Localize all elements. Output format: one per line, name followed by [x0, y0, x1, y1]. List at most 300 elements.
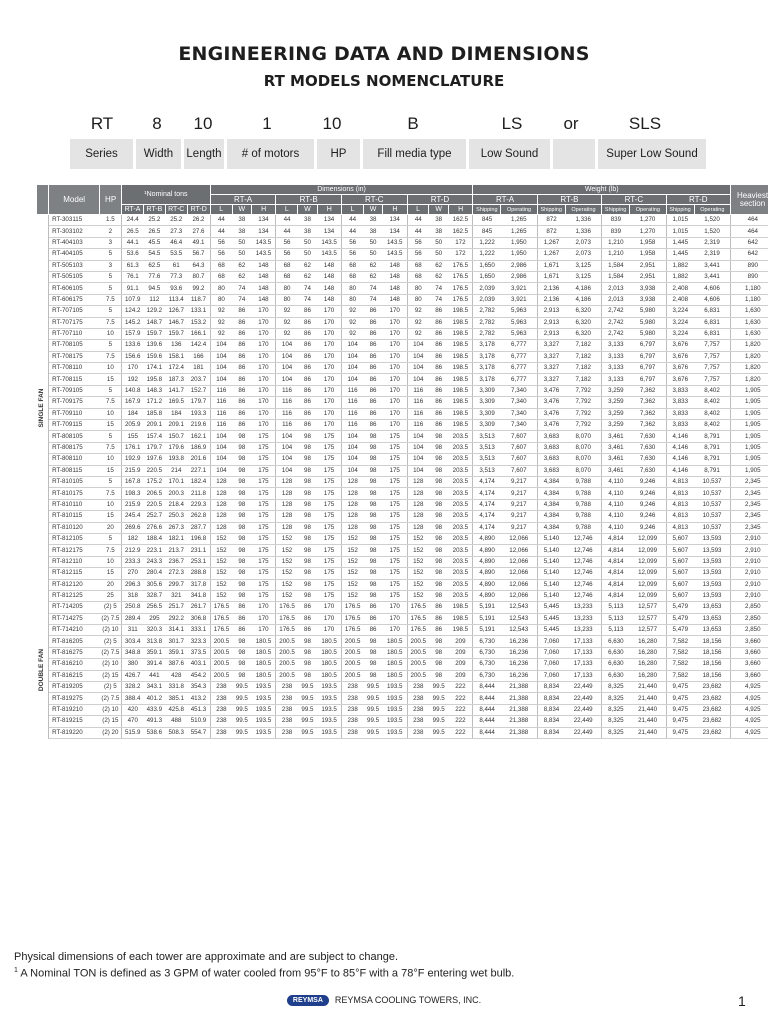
data-cell: 3,938	[630, 294, 666, 305]
data-cell: 175	[383, 545, 407, 556]
model-cell: RT-808115	[49, 465, 100, 476]
data-cell: 104	[341, 442, 363, 453]
model-cell: RT-810110	[49, 499, 100, 510]
data-cell: 354.3	[187, 682, 210, 693]
data-cell: 176.5	[210, 625, 232, 636]
data-cell: (2) 7.5	[100, 613, 122, 624]
data-cell: 170	[317, 374, 341, 385]
model-cell: RT-819210	[49, 704, 100, 715]
data-cell: 209	[448, 670, 472, 681]
data-cell: 86	[429, 363, 448, 374]
data-cell: 193.5	[383, 693, 407, 704]
data-cell: 128	[341, 522, 363, 533]
data-cell: 4,890	[473, 590, 501, 601]
data-cell: 6,777	[501, 363, 537, 374]
data-cell: 1,905	[731, 408, 768, 419]
data-cell: 86	[363, 625, 382, 636]
data-cell: 170	[317, 328, 341, 339]
data-cell: 1,267	[537, 249, 565, 260]
data-cell: 3,327	[537, 363, 565, 374]
data-cell: 25.2	[143, 215, 165, 226]
data-cell: 170	[122, 363, 144, 374]
data-cell: 86	[298, 385, 317, 396]
data-cell: 10	[100, 328, 122, 339]
dim-sub-header: L	[276, 205, 298, 215]
data-cell: 1,630	[731, 306, 768, 317]
data-cell: 44	[210, 215, 232, 226]
data-cell: 175	[317, 476, 341, 487]
data-cell: 86	[429, 385, 448, 396]
data-cell: 380	[122, 659, 144, 670]
data-cell: 38	[429, 226, 448, 237]
data-cell: 170	[252, 374, 276, 385]
data-cell: 6,630	[602, 659, 630, 670]
data-cell: 98	[363, 465, 382, 476]
data-cell: 6,831	[694, 306, 731, 317]
table-row	[37, 693, 768, 704]
data-cell: 68	[407, 260, 429, 271]
data-cell: 170	[317, 351, 341, 362]
data-cell: 15	[100, 568, 122, 579]
data-cell: 1,015	[666, 226, 694, 237]
data-cell: 169.5	[165, 397, 187, 408]
data-cell: 269.6	[122, 522, 144, 533]
data-cell: 238	[407, 693, 429, 704]
data-cell: 86	[298, 340, 317, 351]
data-cell: 3,133	[602, 351, 630, 362]
data-cell: 9,246	[630, 522, 666, 533]
data-cell: 238	[210, 682, 232, 693]
data-cell: 1,180	[731, 294, 768, 305]
data-cell: 134	[383, 215, 407, 226]
data-cell: 104	[341, 363, 363, 374]
data-cell: 845	[473, 226, 501, 237]
data-cell: 128	[341, 476, 363, 487]
data-cell: 86	[232, 613, 251, 624]
table-row	[37, 226, 768, 237]
data-cell: 148.3	[143, 385, 165, 396]
data-cell: 170	[317, 625, 341, 636]
data-cell: 5	[100, 533, 122, 544]
table-row	[37, 579, 768, 590]
data-cell: 2,742	[602, 317, 630, 328]
table-row	[37, 613, 768, 624]
data-cell: 98	[232, 522, 251, 533]
data-cell: 152	[210, 590, 232, 601]
data-cell: 98	[298, 636, 317, 647]
data-cell: 104	[276, 374, 298, 385]
data-cell: 104	[407, 442, 429, 453]
data-cell: 454.2	[187, 670, 210, 681]
data-cell: 152	[276, 590, 298, 601]
data-cell: 98	[232, 647, 251, 658]
data-cell: 98	[298, 659, 317, 670]
data-cell: 98	[429, 670, 448, 681]
data-cell: 104	[276, 363, 298, 374]
data-cell: 98	[429, 568, 448, 579]
data-cell: 143.5	[252, 237, 276, 248]
data-cell: 7,182	[565, 340, 601, 351]
data-cell: 464	[731, 215, 768, 226]
tons-sub-header: RT-D	[187, 205, 210, 215]
data-cell: 99.5	[232, 704, 251, 715]
data-cell: 20	[100, 579, 122, 590]
data-cell: 12,099	[630, 590, 666, 601]
data-cell: 104	[407, 351, 429, 362]
data-cell: 176.5	[448, 271, 472, 282]
data-cell: 152	[407, 556, 429, 567]
data-cell: 80	[210, 294, 232, 305]
data-cell: 98	[232, 431, 251, 442]
data-cell: 193.5	[317, 727, 341, 738]
data-cell: 7,340	[501, 385, 537, 396]
data-cell: 3,461	[602, 465, 630, 476]
data-cell: 5,963	[501, 306, 537, 317]
data-cell: 238	[210, 704, 232, 715]
data-cell: 2,319	[694, 237, 731, 248]
data-cell: 7,607	[501, 442, 537, 453]
data-cell: 218.4	[165, 499, 187, 510]
data-cell: 4,110	[602, 511, 630, 522]
data-cell: 200.5	[407, 647, 429, 658]
data-cell: 98	[429, 659, 448, 670]
data-cell: 213.7	[165, 545, 187, 556]
data-cell: 193.5	[383, 704, 407, 715]
data-cell: 179.7	[143, 442, 165, 453]
data-cell: 44	[276, 226, 298, 237]
data-cell: 176.5	[341, 625, 363, 636]
data-cell: 116	[341, 408, 363, 419]
data-cell: 134	[317, 226, 341, 237]
data-cell: 175	[317, 442, 341, 453]
data-cell: 12,577	[630, 625, 666, 636]
data-cell: 8,070	[565, 454, 601, 465]
data-cell: 4,814	[602, 590, 630, 601]
data-cell: 193.5	[252, 682, 276, 693]
data-cell: 175	[317, 431, 341, 442]
data-cell: 1,882	[666, 271, 694, 282]
data-cell: 10,537	[694, 511, 731, 522]
data-cell: 128	[341, 511, 363, 522]
data-cell: 13,653	[694, 625, 731, 636]
data-cell: (2) 5	[100, 602, 122, 613]
data-cell: 44	[407, 226, 429, 237]
data-cell: 56	[210, 237, 232, 248]
data-cell: 2,910	[731, 545, 768, 556]
data-cell: 1,905	[731, 431, 768, 442]
data-cell: 74	[363, 283, 382, 294]
table-row	[37, 602, 768, 613]
table-row	[37, 704, 768, 715]
data-cell: 45.5	[143, 237, 165, 248]
data-cell: 3,833	[666, 397, 694, 408]
data-cell: 143.5	[317, 237, 341, 248]
dim-sub-header: W	[429, 205, 448, 215]
data-cell: 1,584	[602, 271, 630, 282]
data-cell: 175	[317, 488, 341, 499]
data-cell: 295	[143, 613, 165, 624]
data-cell: 491.3	[143, 716, 165, 727]
data-cell: 203.5	[448, 556, 472, 567]
data-cell: 175	[383, 533, 407, 544]
data-cell: 38	[298, 215, 317, 226]
data-cell: 86	[363, 397, 382, 408]
data-cell: 8,444	[473, 693, 501, 704]
data-cell: 21,440	[630, 682, 666, 693]
data-cell: 56	[407, 237, 429, 248]
data-cell: 186.9	[187, 442, 210, 453]
model-cell: RT-810115	[49, 511, 100, 522]
model-cell: RT-708105	[49, 340, 100, 351]
nomenclature-code: B	[407, 114, 419, 133]
data-cell: 193.5	[252, 716, 276, 727]
data-cell: 292.2	[165, 613, 187, 624]
data-cell: 17,133	[565, 659, 601, 670]
data-cell: 98	[232, 454, 251, 465]
model-cell: RT-816210	[49, 659, 100, 670]
data-cell: 175	[383, 511, 407, 522]
data-cell: 203.5	[448, 431, 472, 442]
data-cell: 98	[298, 431, 317, 442]
data-cell: 5,140	[537, 533, 565, 544]
data-cell: 3,259	[602, 408, 630, 419]
data-cell: 7,340	[501, 397, 537, 408]
data-cell: 175	[317, 454, 341, 465]
data-cell: 162.1	[187, 431, 210, 442]
data-cell: 98	[363, 442, 382, 453]
data-cell: 1,650	[473, 271, 501, 282]
data-cell: 18,156	[694, 647, 731, 658]
data-cell: 2,913	[537, 317, 565, 328]
data-cell: 180.5	[317, 670, 341, 681]
data-cell: 8,325	[602, 716, 630, 727]
data-cell: 104	[407, 454, 429, 465]
data-cell: 872	[537, 226, 565, 237]
weight-group-header: RT-B	[537, 195, 601, 205]
data-cell: 8,791	[694, 454, 731, 465]
data-cell: 74	[429, 294, 448, 305]
data-cell: 175	[383, 579, 407, 590]
data-cell: 92	[210, 317, 232, 328]
data-cell: 238	[341, 693, 363, 704]
data-cell: 170	[317, 363, 341, 374]
data-cell: 86	[298, 602, 317, 613]
data-cell: 3,938	[630, 283, 666, 294]
data-cell: 4,174	[473, 476, 501, 487]
data-cell: 98	[429, 590, 448, 601]
model-cell: RT-714275	[49, 613, 100, 624]
data-cell: 3	[100, 260, 122, 271]
data-cell: 98	[232, 465, 251, 476]
data-cell: 170	[317, 385, 341, 396]
data-cell: 152	[276, 556, 298, 567]
data-cell: 8,444	[473, 716, 501, 727]
data-cell: 180.5	[317, 659, 341, 670]
data-cell: 4,925	[731, 704, 768, 715]
data-cell: 10	[100, 363, 122, 374]
data-cell: 12,099	[630, 545, 666, 556]
data-cell: 305.6	[143, 579, 165, 590]
data-cell: 13,593	[694, 556, 731, 567]
data-cell: 7.5	[100, 317, 122, 328]
data-cell: 2,782	[473, 306, 501, 317]
data-cell: 170	[252, 328, 276, 339]
data-cell: 200.5	[276, 670, 298, 681]
data-cell: 425.8	[165, 704, 187, 715]
data-cell: 176.5	[210, 613, 232, 624]
data-cell: 7,630	[630, 454, 666, 465]
data-cell: 44.1	[122, 237, 144, 248]
data-cell: 3,224	[666, 317, 694, 328]
data-cell: 38	[363, 226, 382, 237]
data-cell: 10	[100, 408, 122, 419]
data-cell: 98	[298, 590, 317, 601]
data-cell: 104	[276, 465, 298, 476]
data-cell: 175	[252, 590, 276, 601]
data-cell: 7,362	[630, 408, 666, 419]
data-cell: 86	[363, 306, 382, 317]
data-cell: 198.5	[448, 306, 472, 317]
nomenclature-codes	[0, 114, 768, 136]
data-cell: 3,921	[501, 294, 537, 305]
weight-sub-header: Shipping	[473, 205, 501, 215]
data-cell: 313.8	[143, 636, 165, 647]
data-cell: 6,797	[630, 351, 666, 362]
data-cell: 185.8	[143, 408, 165, 419]
data-cell: 104	[210, 465, 232, 476]
data-cell: 1,265	[501, 215, 537, 226]
data-cell: 200.5	[210, 670, 232, 681]
table-row	[37, 317, 768, 328]
data-cell: 426.7	[122, 670, 144, 681]
data-cell: 3,660	[731, 636, 768, 647]
data-cell: 46.4	[165, 237, 187, 248]
data-cell: 209	[448, 647, 472, 658]
data-cell: 86	[429, 351, 448, 362]
footnote-marker: 1	[14, 967, 18, 974]
data-cell: 175	[317, 568, 341, 579]
data-cell: 98	[298, 488, 317, 499]
data-cell: 6,730	[473, 670, 501, 681]
dim-sub-header: L	[210, 205, 232, 215]
data-cell: 62	[429, 271, 448, 282]
data-cell: 170	[317, 317, 341, 328]
data-cell: 152	[210, 556, 232, 567]
data-cell: 180.5	[383, 636, 407, 647]
data-cell: 98	[363, 659, 382, 670]
nomenclature-labels	[70, 139, 706, 169]
data-cell: 5	[100, 283, 122, 294]
data-cell: 299.7	[165, 579, 187, 590]
data-cell: 13,233	[565, 613, 601, 624]
data-cell: 215.9	[122, 465, 144, 476]
data-cell: 238	[210, 693, 232, 704]
data-cell: 159.7	[165, 328, 187, 339]
data-cell: 4,925	[731, 716, 768, 727]
data-cell: 170	[252, 602, 276, 613]
data-cell: 5,607	[666, 533, 694, 544]
data-cell: 1,210	[602, 237, 630, 248]
data-cell: 136	[165, 340, 187, 351]
data-cell: 238	[407, 716, 429, 727]
data-cell: 86	[363, 408, 382, 419]
data-cell: 148	[317, 271, 341, 282]
data-cell: 200.5	[407, 670, 429, 681]
data-cell: 1,820	[731, 363, 768, 374]
data-cell: 176.5	[407, 613, 429, 624]
data-cell: 8,402	[694, 420, 731, 431]
data-cell: 176.5	[407, 625, 429, 636]
data-cell: 92	[407, 328, 429, 339]
data-cell: 1,210	[602, 249, 630, 260]
data-cell: 26.2	[187, 215, 210, 226]
model-cell: RT-708175	[49, 351, 100, 362]
data-cell: 92	[276, 328, 298, 339]
data-cell: 16,236	[501, 636, 537, 647]
data-cell: 38	[363, 215, 382, 226]
data-cell: 156.6	[122, 351, 144, 362]
data-cell: 508.3	[165, 727, 187, 738]
model-cell: RT-505105	[49, 271, 100, 282]
data-cell: 10,537	[694, 499, 731, 510]
data-cell: 420	[122, 704, 144, 715]
data-cell: 166.1	[187, 328, 210, 339]
data-cell: 1,950	[501, 249, 537, 260]
data-cell: 3,921	[501, 283, 537, 294]
data-cell: 238	[407, 727, 429, 738]
data-cell: 3,513	[473, 442, 501, 453]
data-cell: 143.5	[383, 237, 407, 248]
data-cell: 23,682	[694, 682, 731, 693]
data-cell: 128	[210, 522, 232, 533]
table-row	[37, 260, 768, 271]
data-cell: 4,110	[602, 499, 630, 510]
data-cell: 8,444	[473, 704, 501, 715]
data-cell: 18,156	[694, 636, 731, 647]
data-cell: 116	[210, 420, 232, 431]
data-cell: 10,537	[694, 476, 731, 487]
data-cell: 1,520	[694, 215, 731, 226]
data-cell: 4,890	[473, 568, 501, 579]
data-cell: 98	[429, 545, 448, 556]
data-cell: 170	[383, 613, 407, 624]
data-cell: 3,833	[666, 420, 694, 431]
table-row	[37, 488, 768, 499]
data-cell: 205.9	[122, 420, 144, 431]
data-cell: 17,133	[565, 647, 601, 658]
data-cell: 1,958	[630, 249, 666, 260]
data-cell: 152	[341, 556, 363, 567]
data-cell: 2,345	[731, 488, 768, 499]
data-cell: 196.8	[187, 533, 210, 544]
data-cell: 2,039	[473, 283, 501, 294]
data-cell: 5,113	[602, 602, 630, 613]
data-cell: 200.5	[407, 636, 429, 647]
data-cell: 3,178	[473, 363, 501, 374]
data-cell: 98	[232, 659, 251, 670]
data-cell: 8,402	[694, 397, 731, 408]
data-cell: (2) 10	[100, 625, 122, 636]
data-cell: 220.5	[143, 465, 165, 476]
data-cell: 21,440	[630, 727, 666, 738]
data-cell: 5,607	[666, 545, 694, 556]
data-cell: 91.1	[122, 283, 144, 294]
data-cell: 1,520	[694, 226, 731, 237]
data-cell: 1,671	[537, 260, 565, 271]
data-cell: 4,814	[602, 545, 630, 556]
data-cell: 4,384	[537, 488, 565, 499]
data-cell: 2,013	[602, 294, 630, 305]
